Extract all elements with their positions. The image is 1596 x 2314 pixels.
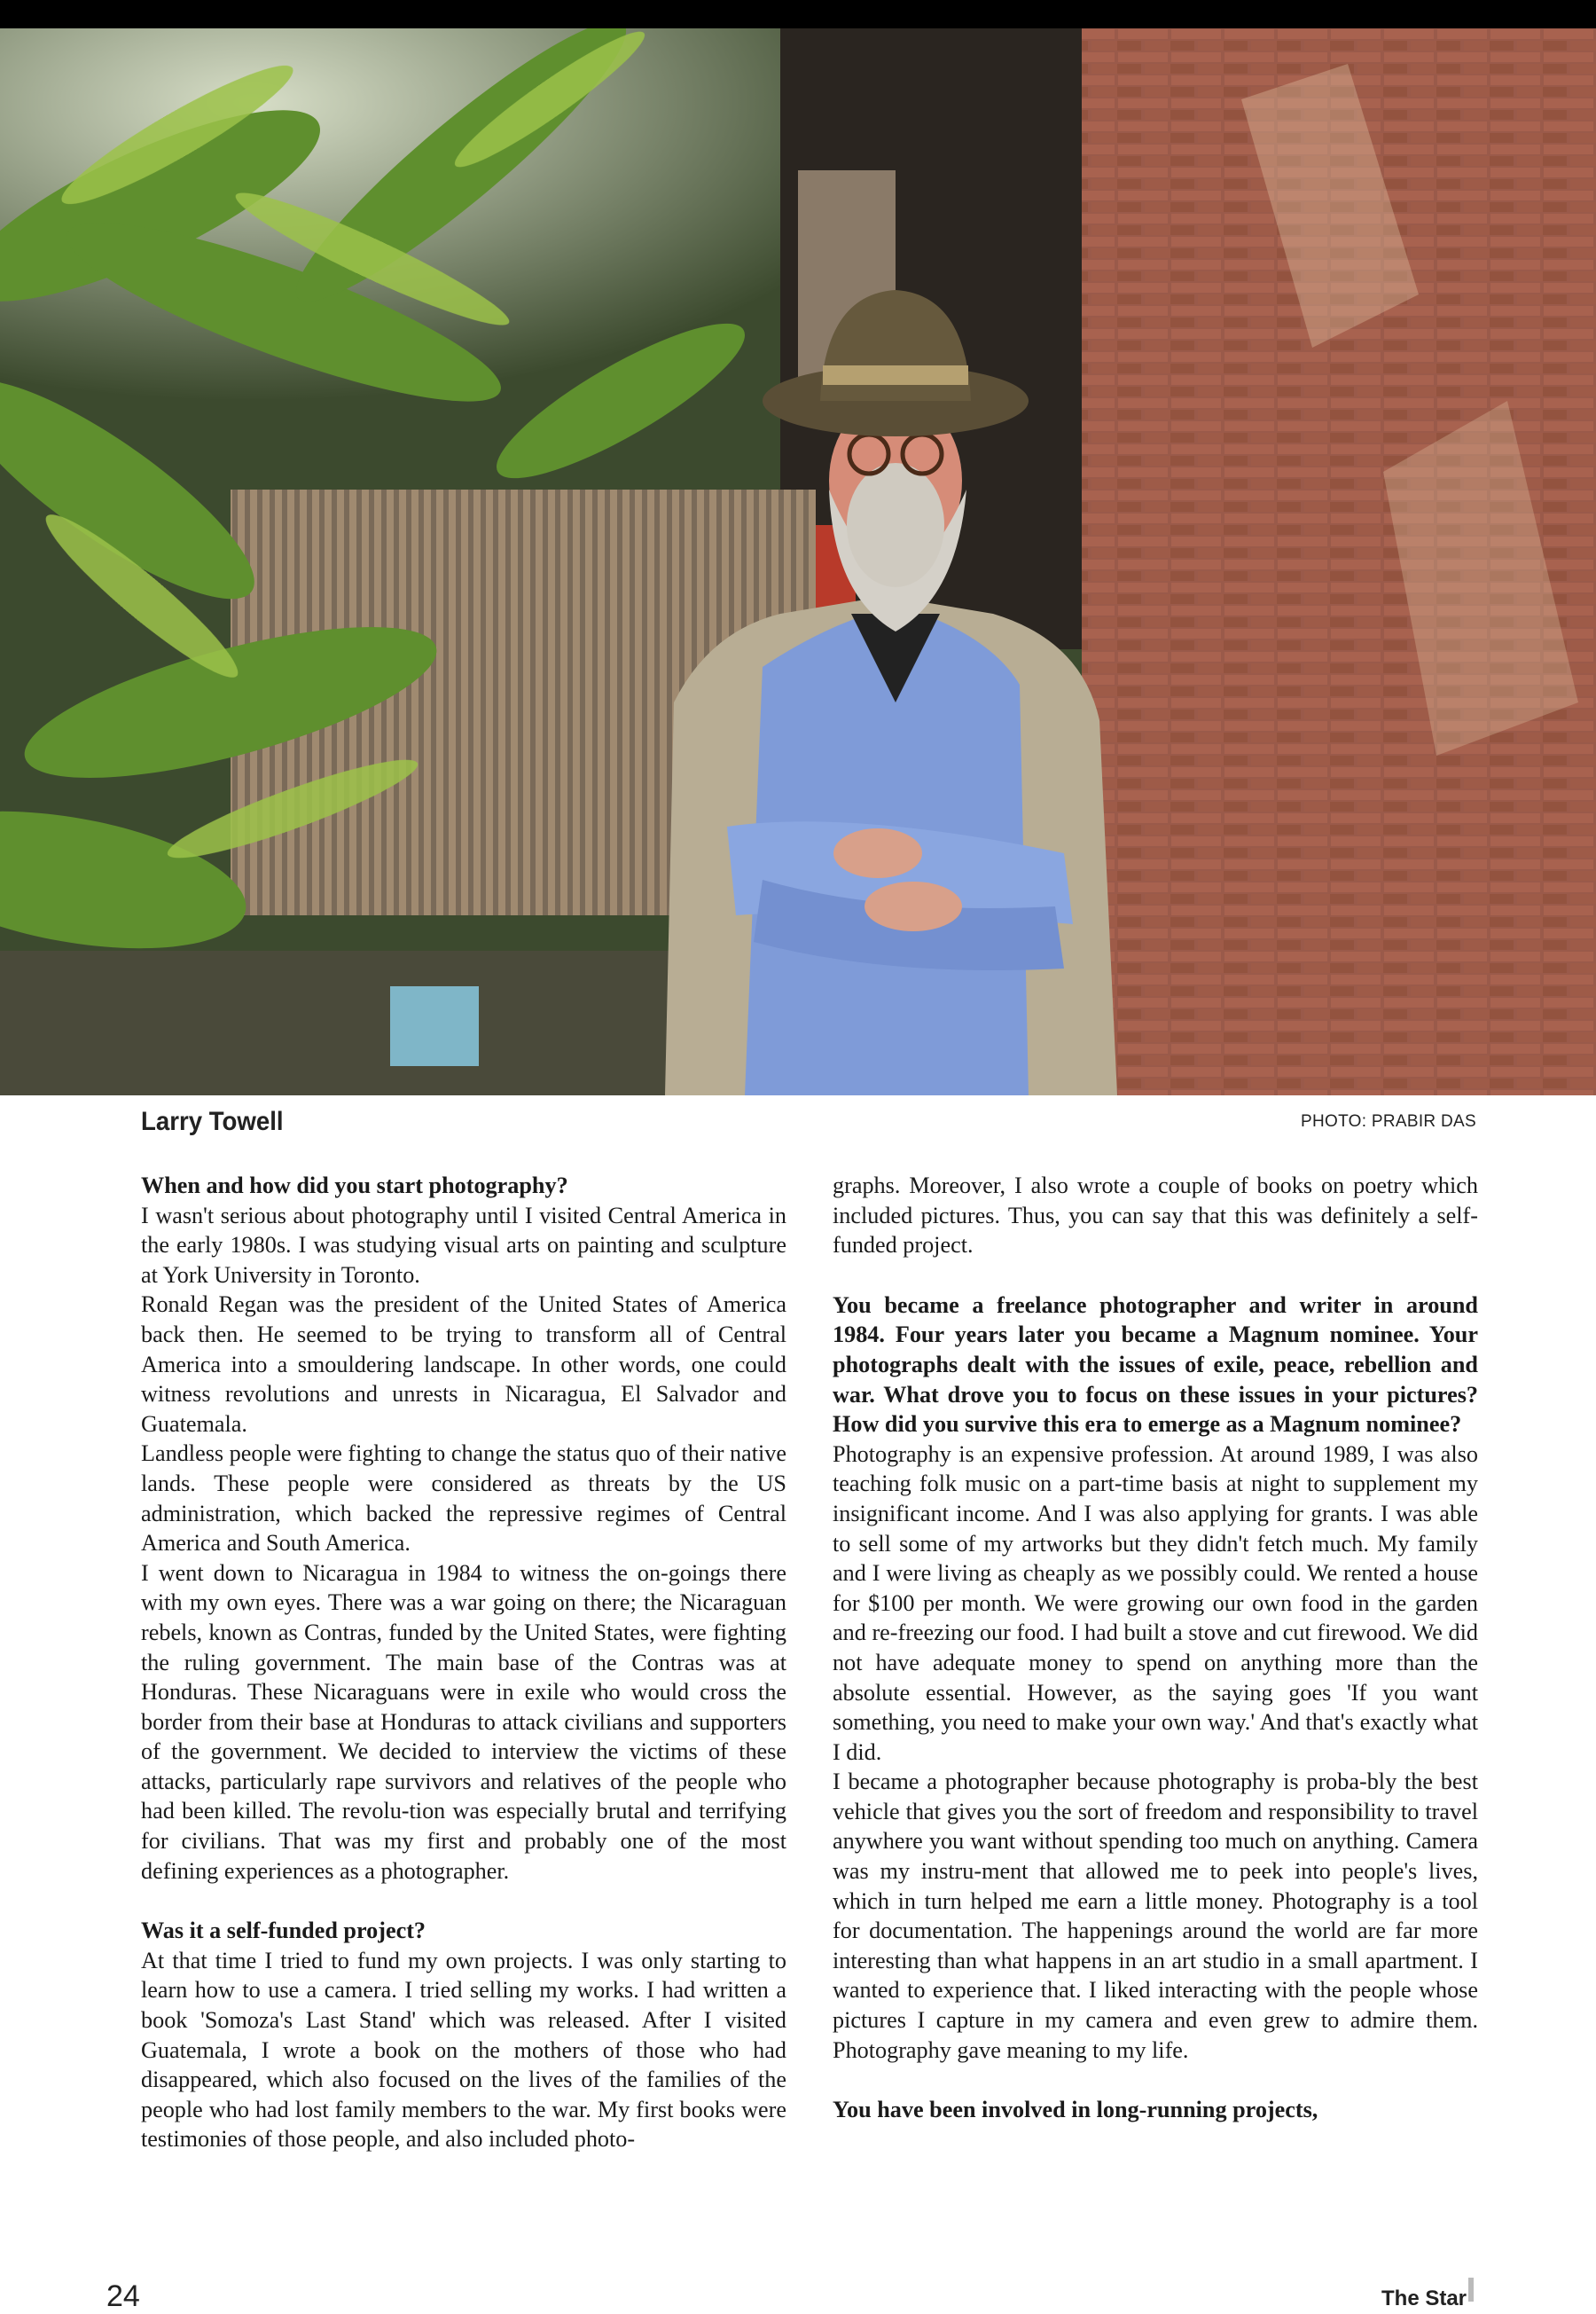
interview-answer: At that time I tried to fund my own projects. I was only starting to learn how to use a camera. I tried selling my works. I had written a book 'Somoza's Last Stand' which was released. After I visited Guatemala, I wrote a book on the mothers of those who had disappeared, which also focused on the lives of the families of the people who had lost family members to the war. My first books were testimonies of those people, and also included photo- [141,1947,786,2153]
interview-answer: I became a photographer because photography is proba-bly the best vehicle that gives you the sort of freedom and responsibility to travel anywhere you want without spending too much on anything. Camera was my instru-ment that allowed me to peek into people's lives, which in turn helped me earn a little money. Photography is a tool for documentation. The happenings around the world are far more interesting than what happens in an art studio in a small apartment. I wanted to experience that. I liked interacting with the people whose pictures I capture in my camera and even grew to admire them. Photography gave meaning to my life. [833,1769,1478,2063]
interview-question: You became a freelance photographer and writer in around 1984. Four years later you became a Magnum nominee. Your photographs dealt with the issues of exile, peace, rebellion and war. What drove you to focus on these issues in your pictures? How did you survive this era to emerge as a Magnum nominee? [833,1291,1478,1438]
interview-answer: graphs. Moreover, I also wrote a couple of books on poetry which included pictures. Thus, you can say that this was definitely a self-funded project. [833,1173,1478,1259]
paragraph-gap [833,2065,1478,2095]
paragraph-gap [833,1260,1478,1290]
interview-answer: Photography is an expensive profession. At around 1989, I was also teaching folk music on a part-time basis at night to supplement my insignificant income. And I was also applying for grants. I was able to sell some of my artworks but they didn't fetch much. My family and I were living as cheaply as we possibly could. We rented a house for $100 per month. We were growing our own food in the garden and re-freezing our food. I had built a stove and cut firewood. We did not have adequate money to spend on anything more than the absolute essential. However, as the saying goes 'If you want something, you need to make your own way.' And that's exactly what I did. [833,1440,1478,1765]
article-column-right [833,1171,1478,2125]
page-number: 24 [106,2279,140,2313]
interview-question: You have been involved in long-running projects, [833,2097,1318,2123]
article-column-left [141,1171,786,2154]
photo-caption-name: Larry Towell [141,1107,284,1136]
top-bar [0,0,1596,28]
interview-question: Was it a self-funded project? [141,1918,426,1944]
paragraph-gap [141,1886,786,1916]
publication-name: The Star [1381,2287,1467,2310]
interview-answer: Ronald Regan was the president of the United States of America back then. He seemed to be trying to transform all of Central America into a smouldering landscape. In other words, one could witness revolutions and unrests in Nicaragua, El Salvador and Guatemala. [141,1291,786,1437]
interview-answer: Landless people were fighting to change the status quo of their native lands. These people were considered as threats by the US administration, which backed the repressive regimes of Central America and South America. [141,1440,786,1557]
interview-question: When and how did you start photography? [141,1173,568,1198]
portrait-photo [0,28,1596,1095]
photo-credit: PHOTO: PRABIR DAS [1301,1112,1476,1131]
footer-rule [1468,2278,1474,2302]
interview-answer: I wasn't serious about photography until I visited Central America in the early 1980s. I was studying visual arts on painting and sculpture at York University in Toronto. [141,1202,786,1288]
interview-answer: I went down to Nicaragua in 1984 to witness the on-goings there with my own eyes. There was a war going on there; the Nicaraguan rebels, known as Contras, funded by the United States, were fighting the ruling government. The main base of the Contras was at Honduras. These Nicaraguans were in exile who would cross the border from their base at Honduras to attack civilians and supporters of the government. We decided to interview the victims of these attacks, particularly rape survivors and relatives of the people who had been killed. The revolu-tion was especially brutal and terrifying for civilians. That was my first and probably one of the most defining experiences as a photographer. [141,1559,786,1884]
